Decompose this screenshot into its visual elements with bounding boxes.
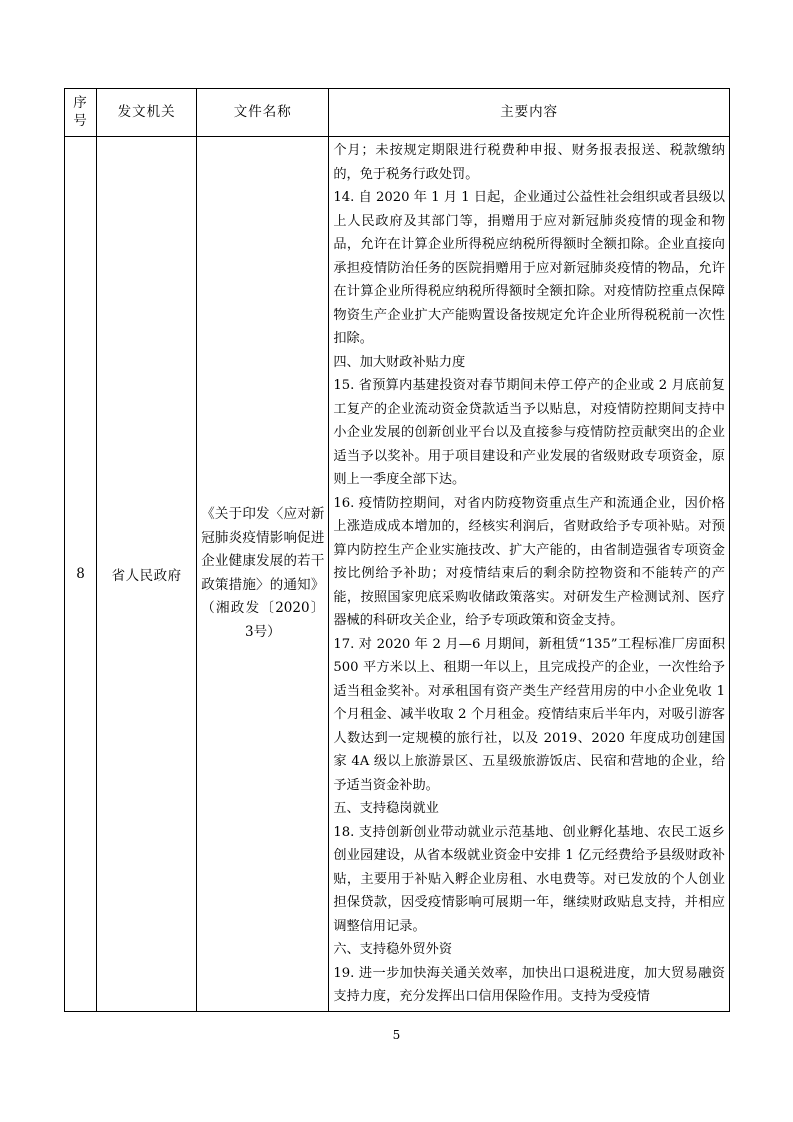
header-cell-file: 文件名称 [197, 89, 329, 137]
header-seq-line2: 号 [73, 112, 88, 129]
header-seq-line1: 序 [73, 95, 88, 111]
content-paragraph: 19. 进一步加快海关通关效率，加快出口退税进度，加大贸易融资支持力度，充分发挥出口信用保险作用。支持为受疫情 [333, 965, 725, 1005]
cell-main-content [329, 137, 730, 1012]
content-paragraph: 18. 支持创新创业带动就业示范基地、创业孵化基地、农民工返乡创业园建设，从省本级就业资金中安排 1 亿元经费给予县级财政补贴，主要用于补贴入孵企业房租、水电费等。对已发放的个人创业担保贷款，因受疫情影响可展期一年，继续财政贴息支持，并相应调整信用记录。 [333, 824, 725, 934]
content-paragraph: 15. 省预算内基建投资对春节期间未停工停产的企业或 2 月底前复工复产的企业流动资金贷款适当予以贴息，对疫情防控期间支持中小企业发展的创新创业平台以及直接参与疫情防控贡献突出的企业适当予以奖补。用于项目建设和产业发展的省级财政专项资金，原则上一季度全部下达。 [333, 378, 725, 488]
cell-issuing-authority: 省人民政府 [97, 137, 197, 1012]
content-paragraph: 14. 自 2020 年 1 月 1 日起，企业通过公益性社会组织或者县级以上人民政府及其部门等，捐赠用于应对新冠肺炎疫情的现金和物品，允许在计算企业所得税应纳税所得额时全额扣除。企业直接向承担疫情防治任务的医院捐赠用于应对新冠肺炎疫情的物品，允许在计算企业所得税应纳税所得额时全额扣除。对疫情防控重点保障物资生产企业扩大产能购置设备按规定允许企业所得税税前一次性扣除。 [333, 190, 725, 347]
content-paragraph: 个月；未按规定期限进行税费种申报、财务报表报送、税款缴纳的，免于税务行政处罚。 [333, 143, 725, 182]
content-paragraph: 16. 疫情防控期间，对省内防疫物资重点生产和流通企业，因价格上涨造成成本增加的，经核实利润后，省财政给予专项补贴。对预算内防控生产企业实施技改、扩大产能的，由省制造强省专项资金按比例给予补助；对疫情结束后的剩余防控物资和不能转产的产能，按照国家兜底采购收储政策落实。对研发生产检测试剂、医疗器械的科研攻关企业，给予专项政策和资金支持。 [333, 495, 725, 629]
cell-document-name: 《关于印发〈应对新冠肺炎疫情影响促进企业健康发展的若干政策措施〉的通知》（湘政发〔2020〕3号） [197, 137, 329, 1012]
content-paragraph: 六、支持稳外贸外资 [333, 942, 453, 958]
cell-sequence-number: 8 [65, 137, 97, 1012]
table-row [65, 137, 730, 1012]
table-header-row [65, 89, 730, 137]
content-paragraph: 17. 对 2020 年 2 月—6 月期间，新租赁“135”工程标准厂房面积 500 平方米以上、租期一年以上，且完成投产的企业，一次性给予适当租金奖补。对承租国有资产类生产经营用房的中小企业免收 1 个月租金、减半收取 2 个月租金。疫情结束后半年内，对吸引游客人数达到一定规模的旅行社，以及 2019、2020 年度成功创建国家 4A 级以上旅游景区、五星级旅游饭店、民宿和营地的企业，给予适当资金补助。 [333, 636, 725, 793]
header-cell-seq [65, 89, 97, 137]
header-cell-main: 主要内容 [329, 89, 730, 137]
content-paragraph: 四、加大财政补贴力度 [333, 354, 466, 370]
header-cell-org: 发文机关 [97, 89, 197, 137]
policy-table [64, 88, 730, 1012]
page-number: 5 [392, 1028, 401, 1042]
content-paragraph: 五、支持稳岗就业 [333, 801, 439, 817]
